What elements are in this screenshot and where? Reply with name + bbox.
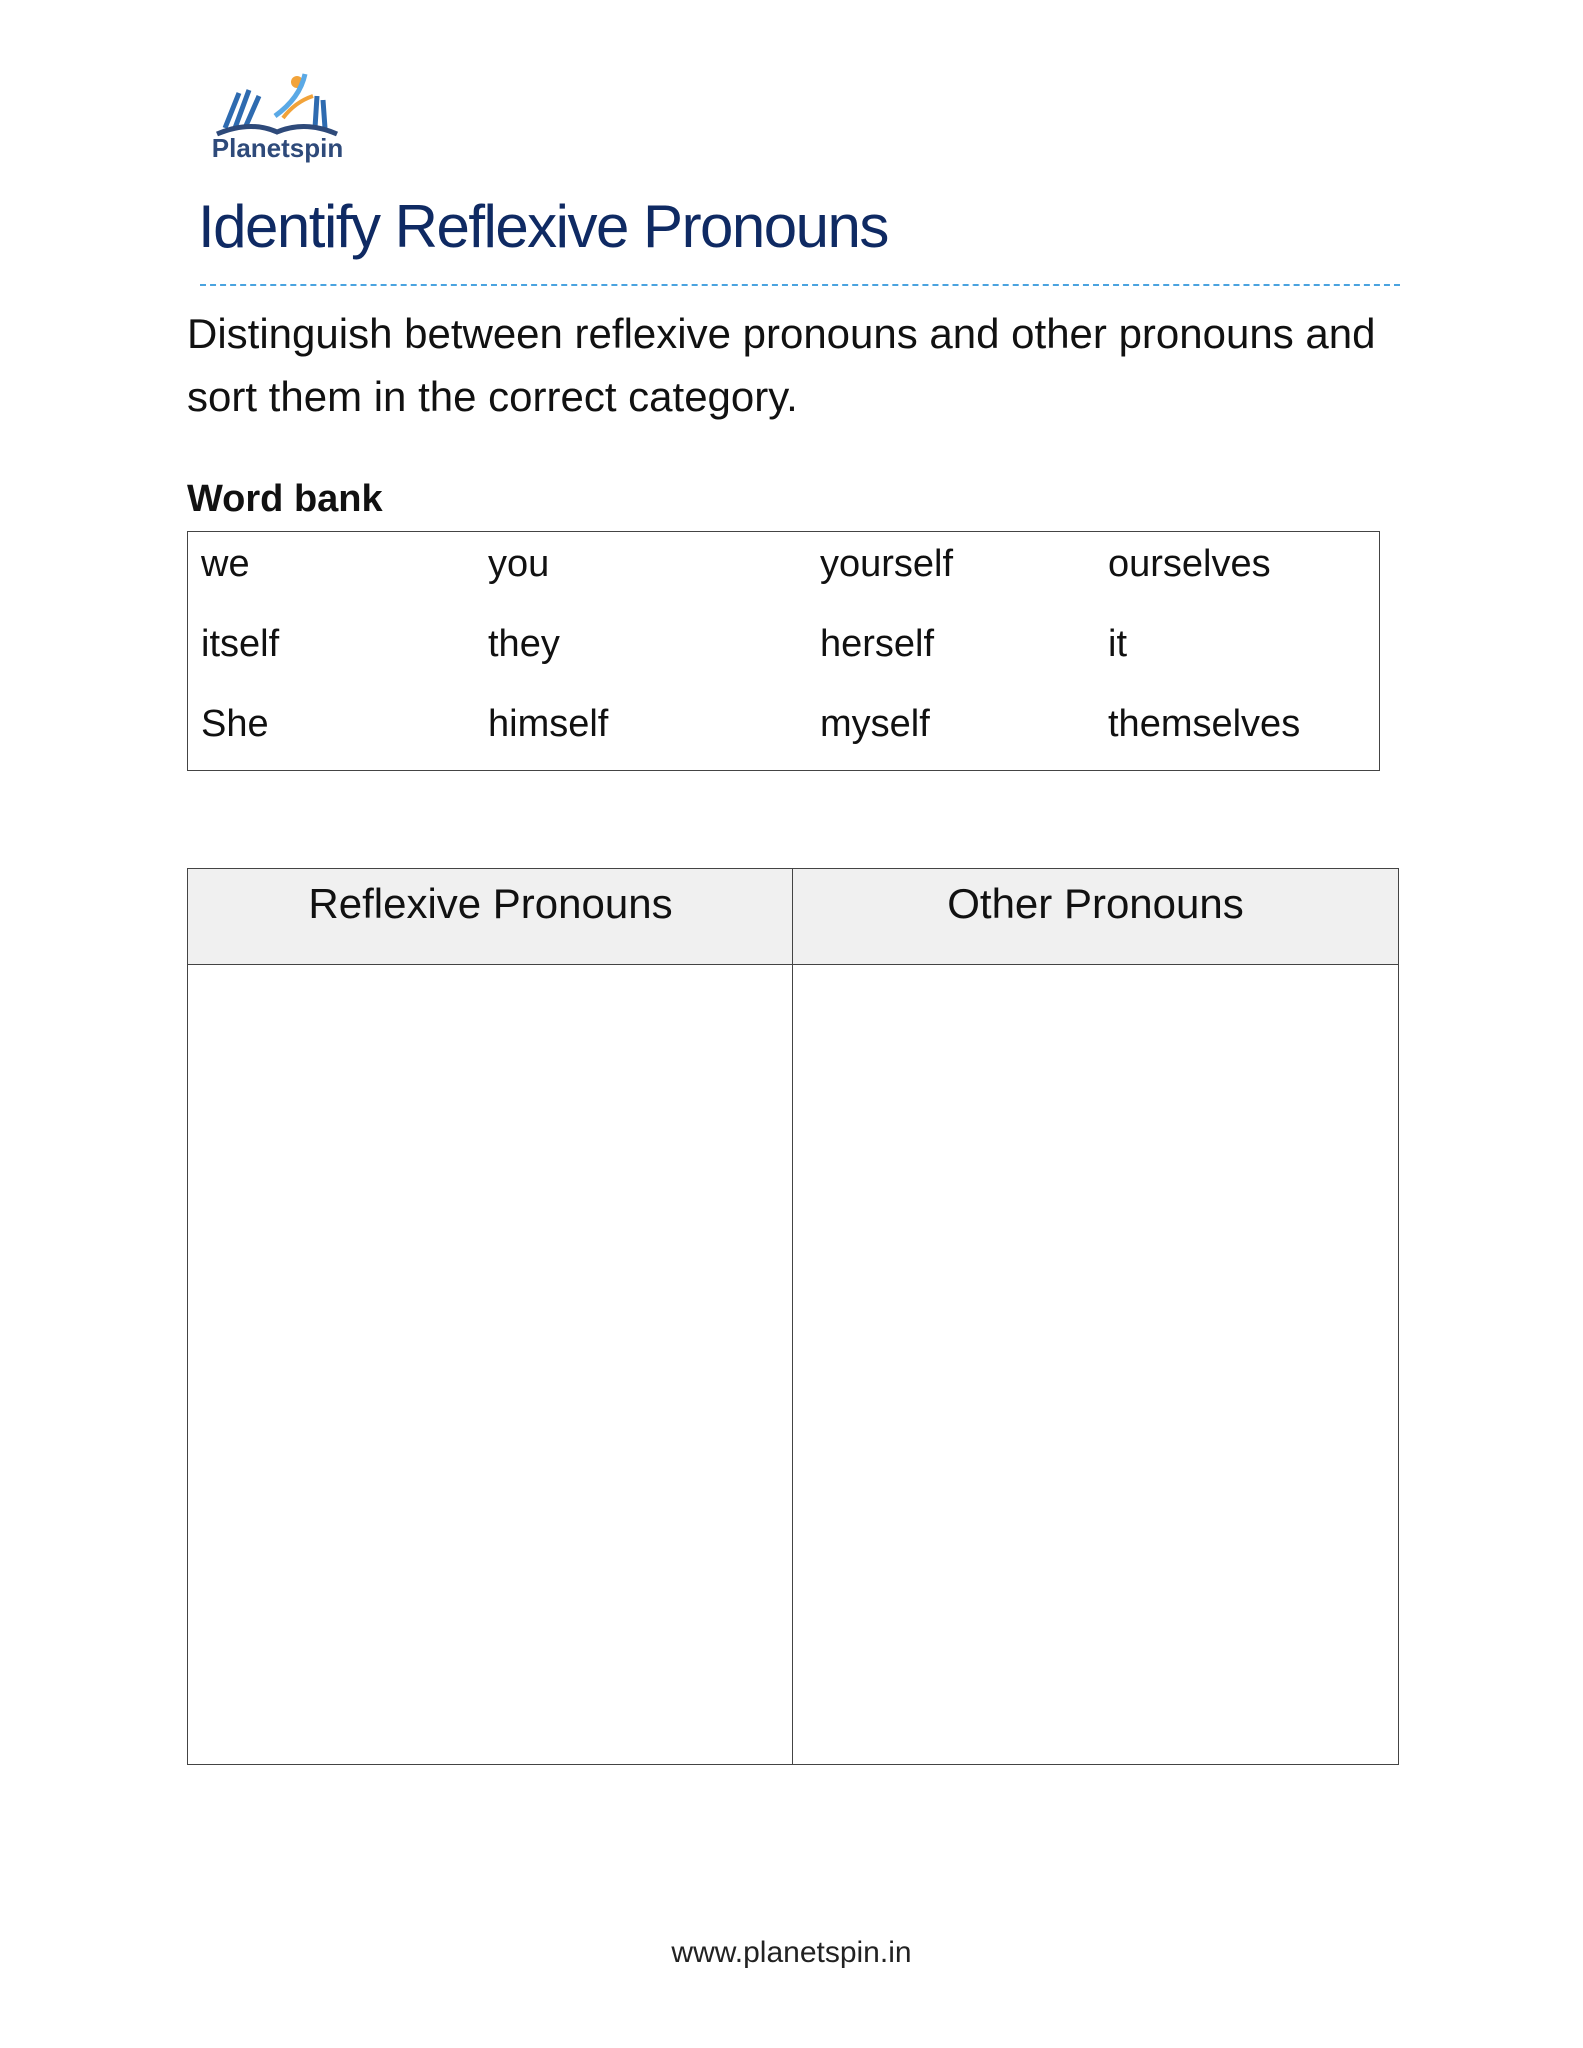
word: She bbox=[201, 703, 269, 745]
word: it bbox=[1108, 623, 1127, 665]
word-bank-row bbox=[188, 614, 1379, 694]
header-reflexive-pronouns: Reflexive Pronouns bbox=[188, 869, 793, 965]
logo-text: Planetspin bbox=[211, 133, 344, 163]
word: we bbox=[201, 543, 250, 585]
column-divider bbox=[792, 869, 793, 1764]
word: ourselves bbox=[1108, 543, 1271, 585]
header-other-pronouns: Other Pronouns bbox=[793, 869, 1398, 965]
word-bank-label: Word bank bbox=[187, 478, 383, 520]
reflexive-answer-area[interactable] bbox=[188, 965, 792, 1764]
word: yourself bbox=[820, 543, 954, 585]
page-title: Identify Reflexive Pronouns bbox=[198, 193, 888, 260]
other-answer-area[interactable] bbox=[794, 965, 1398, 1764]
instructions: Distinguish between reflexive pronouns and other pronouns and sort them in the correct category. bbox=[187, 310, 1376, 420]
open-book-icon bbox=[205, 68, 350, 138]
word: themselves bbox=[1108, 703, 1301, 745]
title-divider bbox=[200, 284, 1400, 286]
word: you bbox=[488, 543, 550, 585]
word: myself bbox=[820, 703, 930, 745]
word-bank-row bbox=[188, 694, 1379, 774]
word-bank-row bbox=[188, 534, 1379, 614]
word: itself bbox=[201, 623, 280, 665]
word: they bbox=[488, 623, 560, 665]
footer-website: www.planetspin.in bbox=[671, 1936, 912, 1969]
word-bank-table bbox=[187, 531, 1380, 771]
word: herself bbox=[820, 623, 935, 665]
word: himself bbox=[488, 703, 609, 745]
sorting-table bbox=[187, 868, 1399, 1765]
